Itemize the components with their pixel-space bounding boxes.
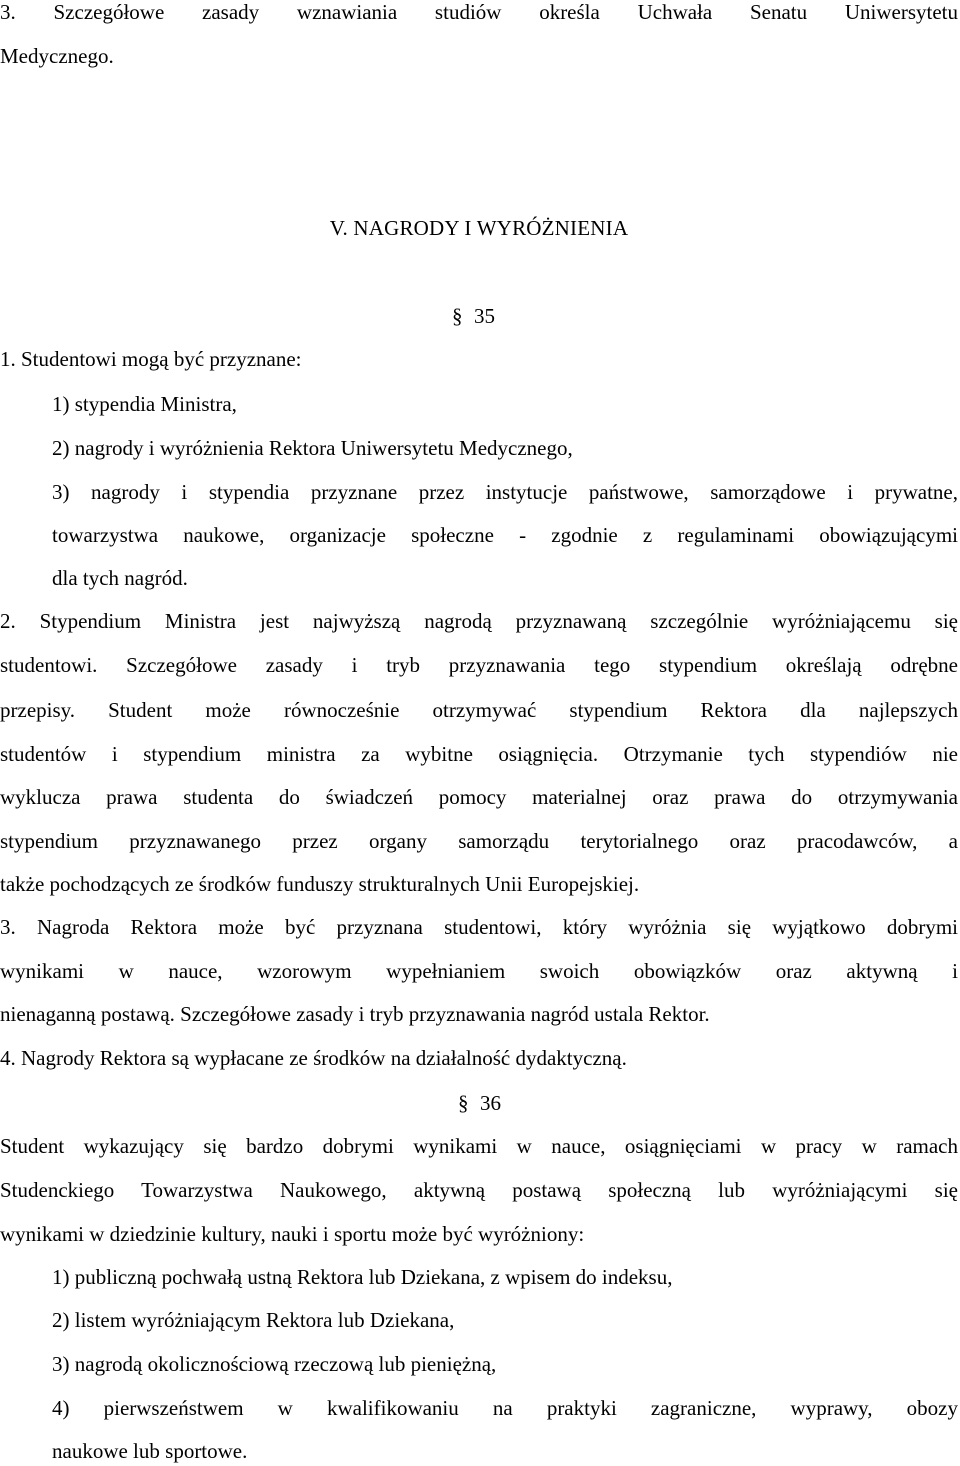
chapter-heading: V. NAGRODY I WYRÓŻNIENIA bbox=[329, 216, 629, 240]
paragraph-line: Student wykazujący się bardzo dobrymi wynikami w nauce, osiągnięciami w pracy w ramach bbox=[0, 1134, 958, 1158]
list-item: 1) publiczną pochwałą ustną Rektora lub Dziekana, z wpisem do indeksu, bbox=[52, 1265, 673, 1289]
list-item: 2) listem wyróżniającym Rektora lub Dziekana, bbox=[52, 1308, 455, 1332]
paragraph-line: przepisy. Student może równocześnie otrzymywać stypendium Rektora dla najlepszych bbox=[0, 698, 958, 722]
paragraph-line: 2. Stypendium Ministra jest najwyższą nagrodą przyznawaną szczególnie wyróżniającemu się bbox=[0, 609, 958, 633]
paragraph-line: Studenckiego Towarzystwa Naukowego, aktywną postawą społeczną lub wyróżniającymi się bbox=[0, 1178, 958, 1202]
section-symbol: § bbox=[458, 1091, 469, 1115]
paragraph-line: 4. Nagrody Rektora są wypłacane ze środków na działalność dydaktyczną. bbox=[0, 1046, 627, 1070]
paragraph-line: wynikami w dziedzinie kultury, nauki i sportu może być wyróżniony: bbox=[0, 1222, 585, 1246]
section-heading-36 bbox=[458, 1088, 501, 1118]
list-item: 2) nagrody i wyróżnienia Rektora Uniwersytetu Medycznego, bbox=[52, 436, 573, 460]
section-heading-35 bbox=[452, 301, 495, 331]
list-item-continuation: dla tych nagród. bbox=[52, 566, 188, 590]
paragraph-line: studentów i stypendium ministra za wybitne osiągnięcia. Otrzymanie tych stypendiów nie bbox=[0, 742, 958, 766]
paragraph-line: Medycznego. bbox=[0, 44, 114, 68]
paragraph-line: 3. Szczegółowe zasady wznawiania studiów określa Uchwała Senatu Uniwersytetu bbox=[0, 0, 958, 24]
paragraph-line: nienaganną postawą. Szczegółowe zasady i tryb przyznawania nagród ustala Rektor. bbox=[0, 1002, 710, 1026]
list-item: 4) pierwszeństwem w kwalifikowaniu na praktyki zagraniczne, wyprawy, obozy bbox=[52, 1396, 958, 1420]
section-symbol: § bbox=[452, 304, 463, 328]
paragraph-line: wynikami w nauce, wzorowym wypełnianiem swoich obowiązków oraz aktywną i bbox=[0, 959, 958, 983]
list-item: 1) stypendia Ministra, bbox=[52, 392, 237, 416]
paragraph-line: wyklucza prawa studenta do świadczeń pomocy materialnej oraz prawa do otrzymywania bbox=[0, 785, 958, 809]
section-number: 36 bbox=[480, 1091, 501, 1115]
paragraph-line: 3. Nagroda Rektora może być przyznana studentowi, który wyróżnia się wyjątkowo dobrymi bbox=[0, 915, 958, 939]
paragraph-line: stypendium przyznawanego przez organy samorządu terytorialnego oraz pracodawców, a bbox=[0, 829, 958, 853]
list-item: 3) nagrodą okolicznościową rzeczową lub pieniężną, bbox=[52, 1352, 497, 1376]
paragraph-line: 1. Studentowi mogą być przyznane: bbox=[0, 347, 302, 371]
list-item-continuation: naukowe lub sportowe. bbox=[52, 1439, 248, 1463]
section-number: 35 bbox=[474, 304, 495, 328]
paragraph-line: studentowi. Szczegółowe zasady i tryb przyznawania tego stypendium określają odrębne bbox=[0, 653, 958, 677]
list-item: 3) nagrody i stypendia przyznane przez instytucje państwowe, samorządowe i prywatne, bbox=[52, 480, 958, 504]
list-item-continuation: towarzystwa naukowe, organizacje społeczne - zgodnie z regulaminami obowiązującymi bbox=[52, 523, 958, 547]
paragraph-line: także pochodzących ze środków funduszy strukturalnych Unii Europejskiej. bbox=[0, 872, 640, 896]
